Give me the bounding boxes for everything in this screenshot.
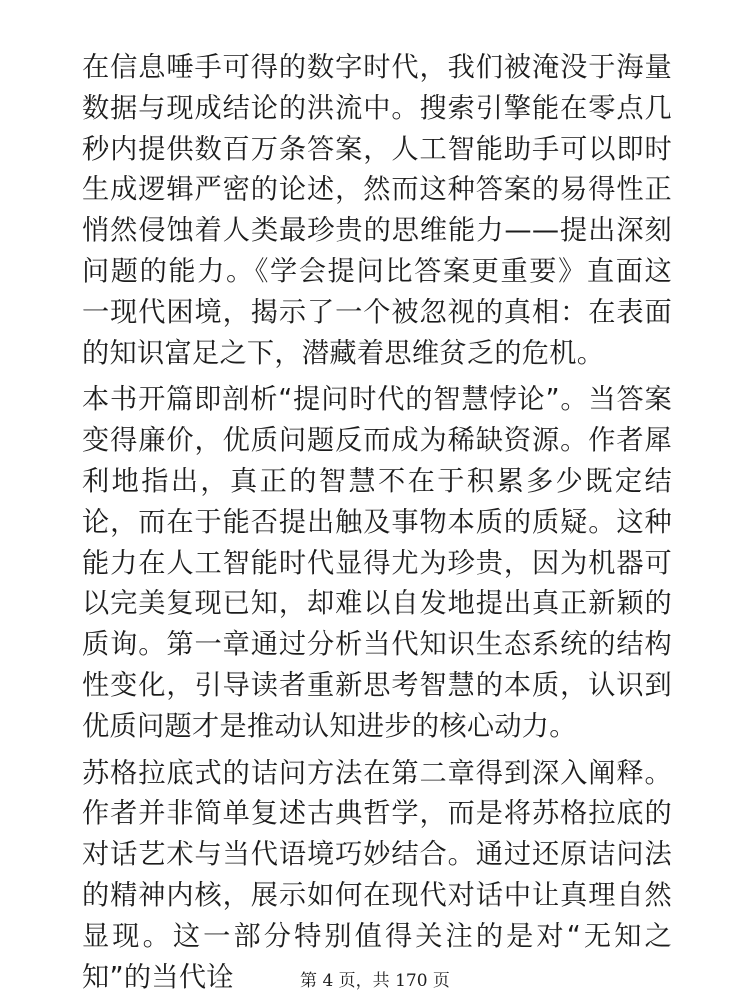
paragraph-2: 本书开篇即剖析“提问时代的智慧悖论”。当答案变得廉价，优质问题反而成为稀缺资源。作者犀利地指出，真正的智慧不在于积累多少既定结论，而在于能否提出触及事物本质的质疑。这种能力在人工智能时代显得尤为珍贵，因为机器可以完美复现已知，却难以自发地提出真正新颖的质询。第一章通过分析当代知识生态系统的结构性变化，引导读者重新思考智慧的本质，认识到优质问题才是推动认知进步的核心动力。: [82, 384, 672, 742]
paragraph-3: 苏格拉底式的诘问方法在第二章得到深入阐释。作者并非简单复述古典哲学，而是将苏格拉底的对话艺术与当代语境巧妙结合。通过还原诘问法的精神内核，展示如何在现代对话中让真理自然显现。这一部分特别值得关注的是对“无知之知”的当代诠: [82, 757, 672, 993]
paragraph-1: 在信息唾手可得的数字时代，我们被淹没于海量数据与现成结论的洪流中。搜索引擎能在零点几秒内提供数百万条答案，人工智能助手可以即时生成逻辑严密的论述，然而这种答案的易得性正悄然侵蚀着人类最珍贵的思维能力——提出深刻问题的能力。《学会提问比答案更重要》直面这一现代困境，揭示了一个被忽视的真相：在表面的知识富足之下，潜藏着思维贫乏的危机。: [82, 52, 672, 369]
body-text: [82, 48, 672, 1002]
page-number-footer: 第 4 页，共 170 页: [300, 971, 450, 991]
